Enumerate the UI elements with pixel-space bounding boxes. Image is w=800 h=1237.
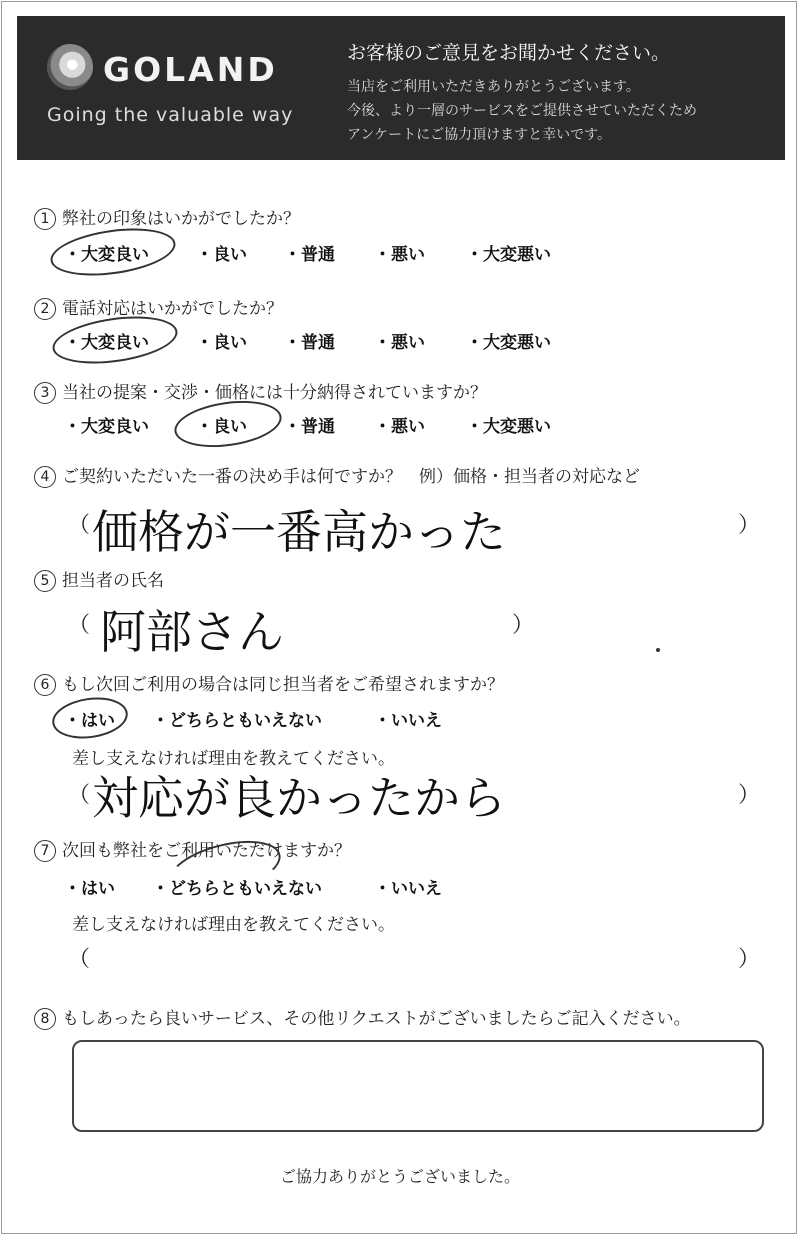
header-line: アンケートにご協力頂けますと幸いです。 xyxy=(347,127,612,143)
handwritten-answer[interactable]: 対応が良かったから xyxy=(92,771,506,825)
question-text: もしあったら良いサービス、その他リクエストがございましたらご記入ください。 xyxy=(62,1009,691,1029)
question-number: 4 xyxy=(34,466,56,488)
question-text: 当社の提案・交渉・価格には十分納得されていますか？ xyxy=(62,383,487,403)
brand-tagline: Going the valuable way xyxy=(47,104,294,126)
question-text: 担当者の氏名 xyxy=(62,571,164,591)
option-good[interactable]: ・良い xyxy=(196,417,247,437)
question-3 xyxy=(34,378,487,404)
question-text: 電話対応はいかがでしたか？ xyxy=(62,299,283,319)
option-no[interactable]: ・いいえ xyxy=(374,879,442,899)
question-8 xyxy=(34,1004,691,1030)
thank-you-footer: ご協力ありがとうございました。 xyxy=(279,1167,520,1186)
handwritten-answer[interactable]: 価格が一番高かった xyxy=(92,505,506,559)
question-1 xyxy=(34,204,300,230)
paren-open: （ xyxy=(68,947,91,972)
question-number: 8 xyxy=(34,1008,56,1030)
option-average[interactable]: ・普通 xyxy=(284,417,335,437)
option-bad[interactable]: ・悪い xyxy=(374,417,425,437)
question-text: もし次回ご利用の場合は同じ担当者をご希望されますか？ xyxy=(62,675,504,695)
option-bad[interactable]: ・悪い xyxy=(374,245,425,265)
option-very-bad[interactable]: ・大変悪い xyxy=(466,417,551,437)
paren-close: ） xyxy=(512,613,535,638)
request-textbox[interactable] xyxy=(72,1040,764,1132)
question-4 xyxy=(34,462,640,488)
option-neither[interactable]: ・どちらともいえない xyxy=(152,711,322,731)
header-line: 今後、より一層のサービスをご提供させていただくため xyxy=(347,103,697,119)
handwritten-answer[interactable]: 阿部さん xyxy=(100,605,284,659)
option-neither[interactable]: ・どちらともいえない xyxy=(152,879,322,899)
question-text: 次回も弊社をご利用いただけますか？ xyxy=(62,841,351,861)
question-number: 3 xyxy=(34,382,56,404)
brand-name: GOLAND xyxy=(103,50,278,89)
ink-dot xyxy=(656,648,660,652)
question-text: ご契約いただいた一番の決め手は何ですか？ 例）価格・担当者の対応など xyxy=(62,467,640,487)
question-2 xyxy=(34,294,283,320)
question-text: 弊社の印象はいかがでしたか？ xyxy=(62,209,300,229)
option-very-bad[interactable]: ・大変悪い xyxy=(466,245,551,265)
paren-close: ） xyxy=(738,513,761,538)
question-number: 6 xyxy=(34,674,56,696)
paren-close: ） xyxy=(738,783,761,808)
reason-prompt: 差し支えなければ理由を教えてください。 xyxy=(72,749,395,769)
paren-open: （ xyxy=(68,613,91,638)
question-number: 1 xyxy=(34,208,56,230)
option-average[interactable]: ・普通 xyxy=(284,245,335,265)
question-6 xyxy=(34,670,504,696)
option-bad[interactable]: ・悪い xyxy=(374,333,425,353)
option-very-good[interactable]: ・大変良い xyxy=(64,333,149,353)
paren-open: （ xyxy=(68,783,91,808)
question-number: 5 xyxy=(34,570,56,592)
header-line: 当店をご利用いただきありがとうございます。 xyxy=(347,79,640,95)
option-average[interactable]: ・普通 xyxy=(284,333,335,353)
option-yes[interactable]: ・はい xyxy=(64,879,115,899)
option-very-bad[interactable]: ・大変悪い xyxy=(466,333,551,353)
paren-close: ） xyxy=(738,947,761,972)
paren-open: （ xyxy=(68,513,91,538)
option-good[interactable]: ・良い xyxy=(196,245,247,265)
question-number: 7 xyxy=(34,840,56,862)
question-5 xyxy=(34,566,164,592)
option-no[interactable]: ・いいえ xyxy=(374,711,442,731)
question-number: 2 xyxy=(34,298,56,320)
option-yes[interactable]: ・はい xyxy=(64,711,115,731)
header-title: お客様のご意見をお聞かせください。 xyxy=(347,42,671,64)
option-very-good[interactable]: ・大変良い xyxy=(64,417,149,437)
option-very-good[interactable]: ・大変良い xyxy=(64,245,149,265)
header-banner xyxy=(17,16,785,160)
option-good[interactable]: ・良い xyxy=(196,333,247,353)
goland-logo-icon xyxy=(47,44,93,90)
reason-prompt: 差し支えなければ理由を教えてください。 xyxy=(72,915,395,935)
